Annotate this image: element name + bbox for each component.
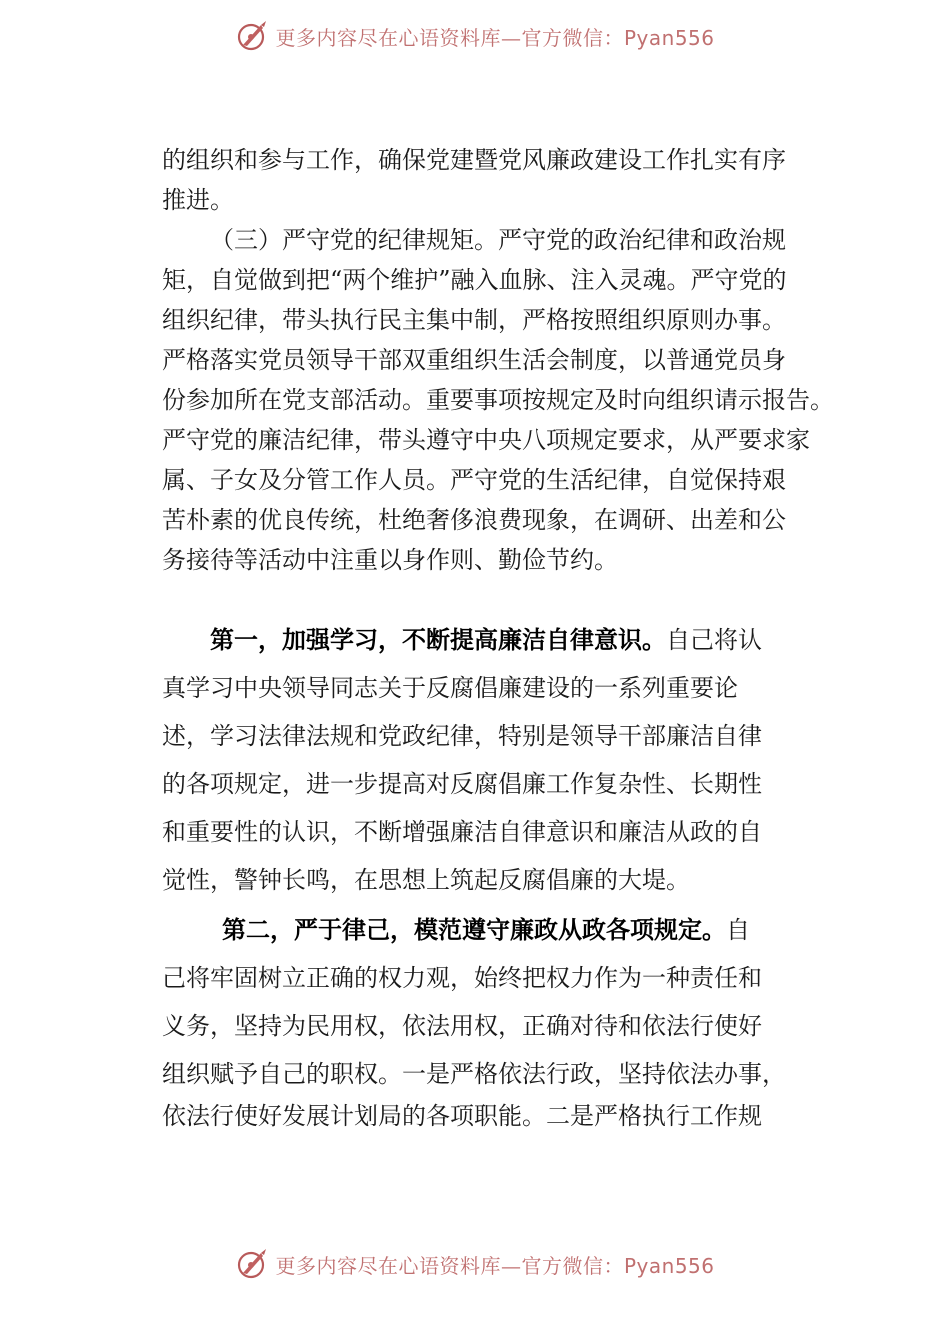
- quill-pen-logo-icon: [235, 1247, 269, 1281]
- paragraph-line: 觉性，警钟长鸣，在思想上筑起反腐倡廉的大堤。: [162, 866, 690, 894]
- paragraph-line: 属、子女及分管工作人员。严守党的生活纪律，自觉保持艰: [162, 466, 786, 494]
- paragraph-line: 依法行使好发展计划局的各项职能。二是严格执行工作规: [162, 1102, 762, 1130]
- paragraph-line: 述，学习法律法规和党政纪律，特别是领导干部廉洁自律: [162, 722, 762, 750]
- paragraph-line: 严守党的廉洁纪律，带头遵守中央八项规定要求，从严要求家: [162, 426, 810, 454]
- paragraph-line: 的各项规定，进一步提高对反腐倡廉工作复杂性、长期性: [162, 770, 762, 798]
- section-heading: 第二，严于律己，模范遵守廉政从政各项规定。: [222, 916, 726, 944]
- paragraph-line: 真学习中央领导同志关于反腐倡廉建设的一系列重要论: [162, 674, 738, 702]
- paragraph-line: 组织纪律，带头执行民主集中制，严格按照组织原则办事。: [162, 306, 786, 334]
- footer-watermark: [0, 1242, 950, 1286]
- paragraph-line: 严格落实党员领导干部双重组织生活会制度，以普通党员身: [162, 346, 786, 374]
- paragraph-line: 苦朴素的优良传统，杜绝奢侈浪费现象，在调研、出差和公: [162, 506, 786, 534]
- paragraph-line: [210, 624, 762, 656]
- paragraph-line: 组织赋予自己的职权。一是严格依法行政，坚持依法办事，: [162, 1060, 786, 1088]
- paragraph-text: 自: [726, 916, 750, 944]
- paragraph-line: 的组织和参与工作，确保党建暨党风廉政建设工作扎实有序: [162, 146, 786, 174]
- watermark-text: [275, 1250, 714, 1279]
- paragraph-line: 和重要性的认识，不断增强廉洁自律意识和廉洁从政的自: [162, 818, 762, 846]
- watermark-slogan: 更多内容尽在心语资料库—官方微信：: [275, 25, 624, 50]
- paragraph-line: 务接待等活动中注重以身作则、勤俭节约。: [162, 546, 618, 574]
- paragraph-line: （三）严守党的纪律规矩。严守党的政治纪律和政治规: [210, 226, 786, 254]
- paragraph-line: 份参加所在党支部活动。重要事项按规定及时向组织请示报告。: [162, 386, 834, 414]
- watermark-wechat: Pyan556: [623, 25, 715, 50]
- paragraph-line: 己将牢固树立正确的权力观，始终把权力作为一种责任和: [162, 964, 762, 992]
- paragraph-line: [222, 914, 750, 946]
- watermark-wechat: Pyan556: [623, 1253, 715, 1278]
- section-heading: 第一，加强学习，不断提高廉洁自律意识。: [210, 626, 666, 654]
- paragraph-line: 矩，自觉做到把“两个维护”融入血脉、注入灵魂。严守党的: [162, 266, 787, 294]
- paragraph-text: 自己将认: [666, 626, 762, 654]
- watermark-slogan: 更多内容尽在心语资料库—官方微信：: [275, 1253, 624, 1278]
- paragraph-line: 推进。: [162, 186, 234, 214]
- paragraph-line: 义务，坚持为民用权，依法用权，正确对待和依法行使好: [162, 1012, 762, 1040]
